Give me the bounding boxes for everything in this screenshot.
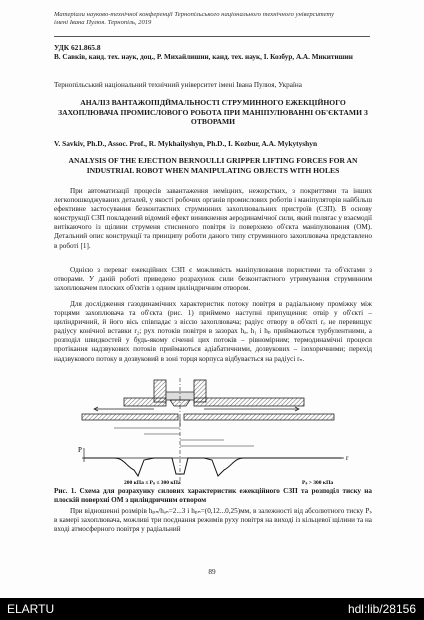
affiliation-ua: Тернопільський національний технічний університет імені Івана Пулюя, Україна (54, 81, 302, 89)
repository-footer (0, 598, 424, 620)
paragraph-1: При автоматизації процесів завантаження неміцних, нежорстких, з покриттями та інших легкопошкоджуваних деталей, у якості робочих органів промислових роботів і маніпуляторів найбільш ефективне застосування безконтактних струминних захоплювальних пристроїв (СЗП). В основу конструкції СЗП покладений відомий ефект виникнення аеродинамічної сили, який полягає у взаємодії витікаючого із щілини струменя стисненого повітря із поверхнею об'єкта маніпулювання (ОМ). Детальний опис конструкції та принципу роботи даного типу струминного захоплювача представлено в роботі [1]. (54, 187, 372, 250)
title-en: ANALYSIS OF THE EJECTION BERNOULLI GRIPPER LIFTING FORCES FOR AN INDUSTRIAL ROBOT WHEN MANIPULATING OBJECTS WITH HOLES (68, 156, 358, 175)
page-number: 89 (208, 568, 216, 576)
paragraph-2: Однією з переваг ежекційних СЗП є можливість маніпулювання пористими та об'єктами з отворами. У даній роботі приведено розрахунок сили безконтактного утримування струминним захоплювачем плоских об'єктів з одним циліндричним отвором. (54, 266, 372, 293)
paragraph-4: При відношенні розмірів hₚₙ/hₐₙ=2...3 і hₚₙ=(0,12...0,25)мм, в залежності від абсолютного тиску Pₛ в камері захоплювача, можливі три поєднання режимів руху повітря на виході із кільцевої щілини та на вході атмосферного повітря у радіальний (54, 507, 372, 534)
dimension-lines (114, 428, 254, 446)
conference-header (54, 11, 344, 27)
axis-r-label: r (346, 454, 349, 462)
header-rule (54, 36, 370, 37)
axis-p-label: P (78, 446, 82, 454)
gripper-schematic-figure (54, 378, 372, 486)
authors-en: V. Savkiv, Ph.D., Assoc. Prof., R. Mykhailyshyn, Ph.D., I. Kozbur, A.A. Mykytyshyn (54, 139, 318, 148)
paragraph-3: Для дослідження газодинамічних характеристик потоку повітря в радіальному проміжку між торцями захоплювача та об'єкта (рис. 1) приймемо наступні припущення: отвір у об'єкті – циліндричний, й його вісь співпадає з віссю захоплювача; радіус отвору в об'єкті rₒ не перевищує радіусу конічної вставки r₂; рух потоків повітря в зазорах hₐ, h₁ і hₚ приймаються турбулентними, а розподіл швидкостей у будь-якому січенні цих потоків – рівномірним; термодинамічні процеси протікання надзвукових потоків приймаються адіабатичними, дозвукових – ізохоричними; перехід надзвукового потоку в дозвуковий в зоні торця корпуса відбувається на радіусі rₙ. (54, 300, 372, 363)
repository-name[interactable]: ELARTU (7, 602, 55, 616)
pressure-curve (78, 446, 349, 476)
title-ua: АНАЛІЗ ВАНТАЖОПІДЙМАЛЬНОСТІ СТРУМИННОГО ЕЖЕКЦІЙНОГО ЗАХОПЛЮВАЧА ПРОМИСЛОВОГО РОБОТА ПРИ МАНІПУЛЮВАННІ ОБ'ЄКТАМИ З ОТВОРАМИ (58, 98, 368, 127)
pressure-range-annotation-left: 200 кПа ≤ Pₛ ≤ 300 кПа (124, 480, 181, 486)
authors-ua: В. Савків, канд. тех. наук, доц., Р. Михайлишин, канд. тех. наук, І. Козбур, А.А. Микитишин (54, 53, 353, 61)
udk-code: УДК 621.865.8 (54, 43, 101, 52)
figure-caption: Рис. 1. Схема для розрахунку силових характеристик ежекційного СЗП та розподіл тиску на плоскій поверхні ОМ з циліндричним отвором (54, 487, 372, 505)
gripper-body (124, 380, 304, 406)
object-plate (82, 414, 334, 420)
handle-link[interactable]: hdl:lib/28156 (347, 602, 416, 616)
pressure-range-annotation-right: Pₛ > 300 кПа (302, 480, 334, 486)
header-line-1: Матеріали науково-технічної конференції Тернопільського національного технічного університету (54, 11, 335, 18)
header-line-2: імені Івана Пулюя. Тернопіль, 2019 (54, 19, 152, 27)
